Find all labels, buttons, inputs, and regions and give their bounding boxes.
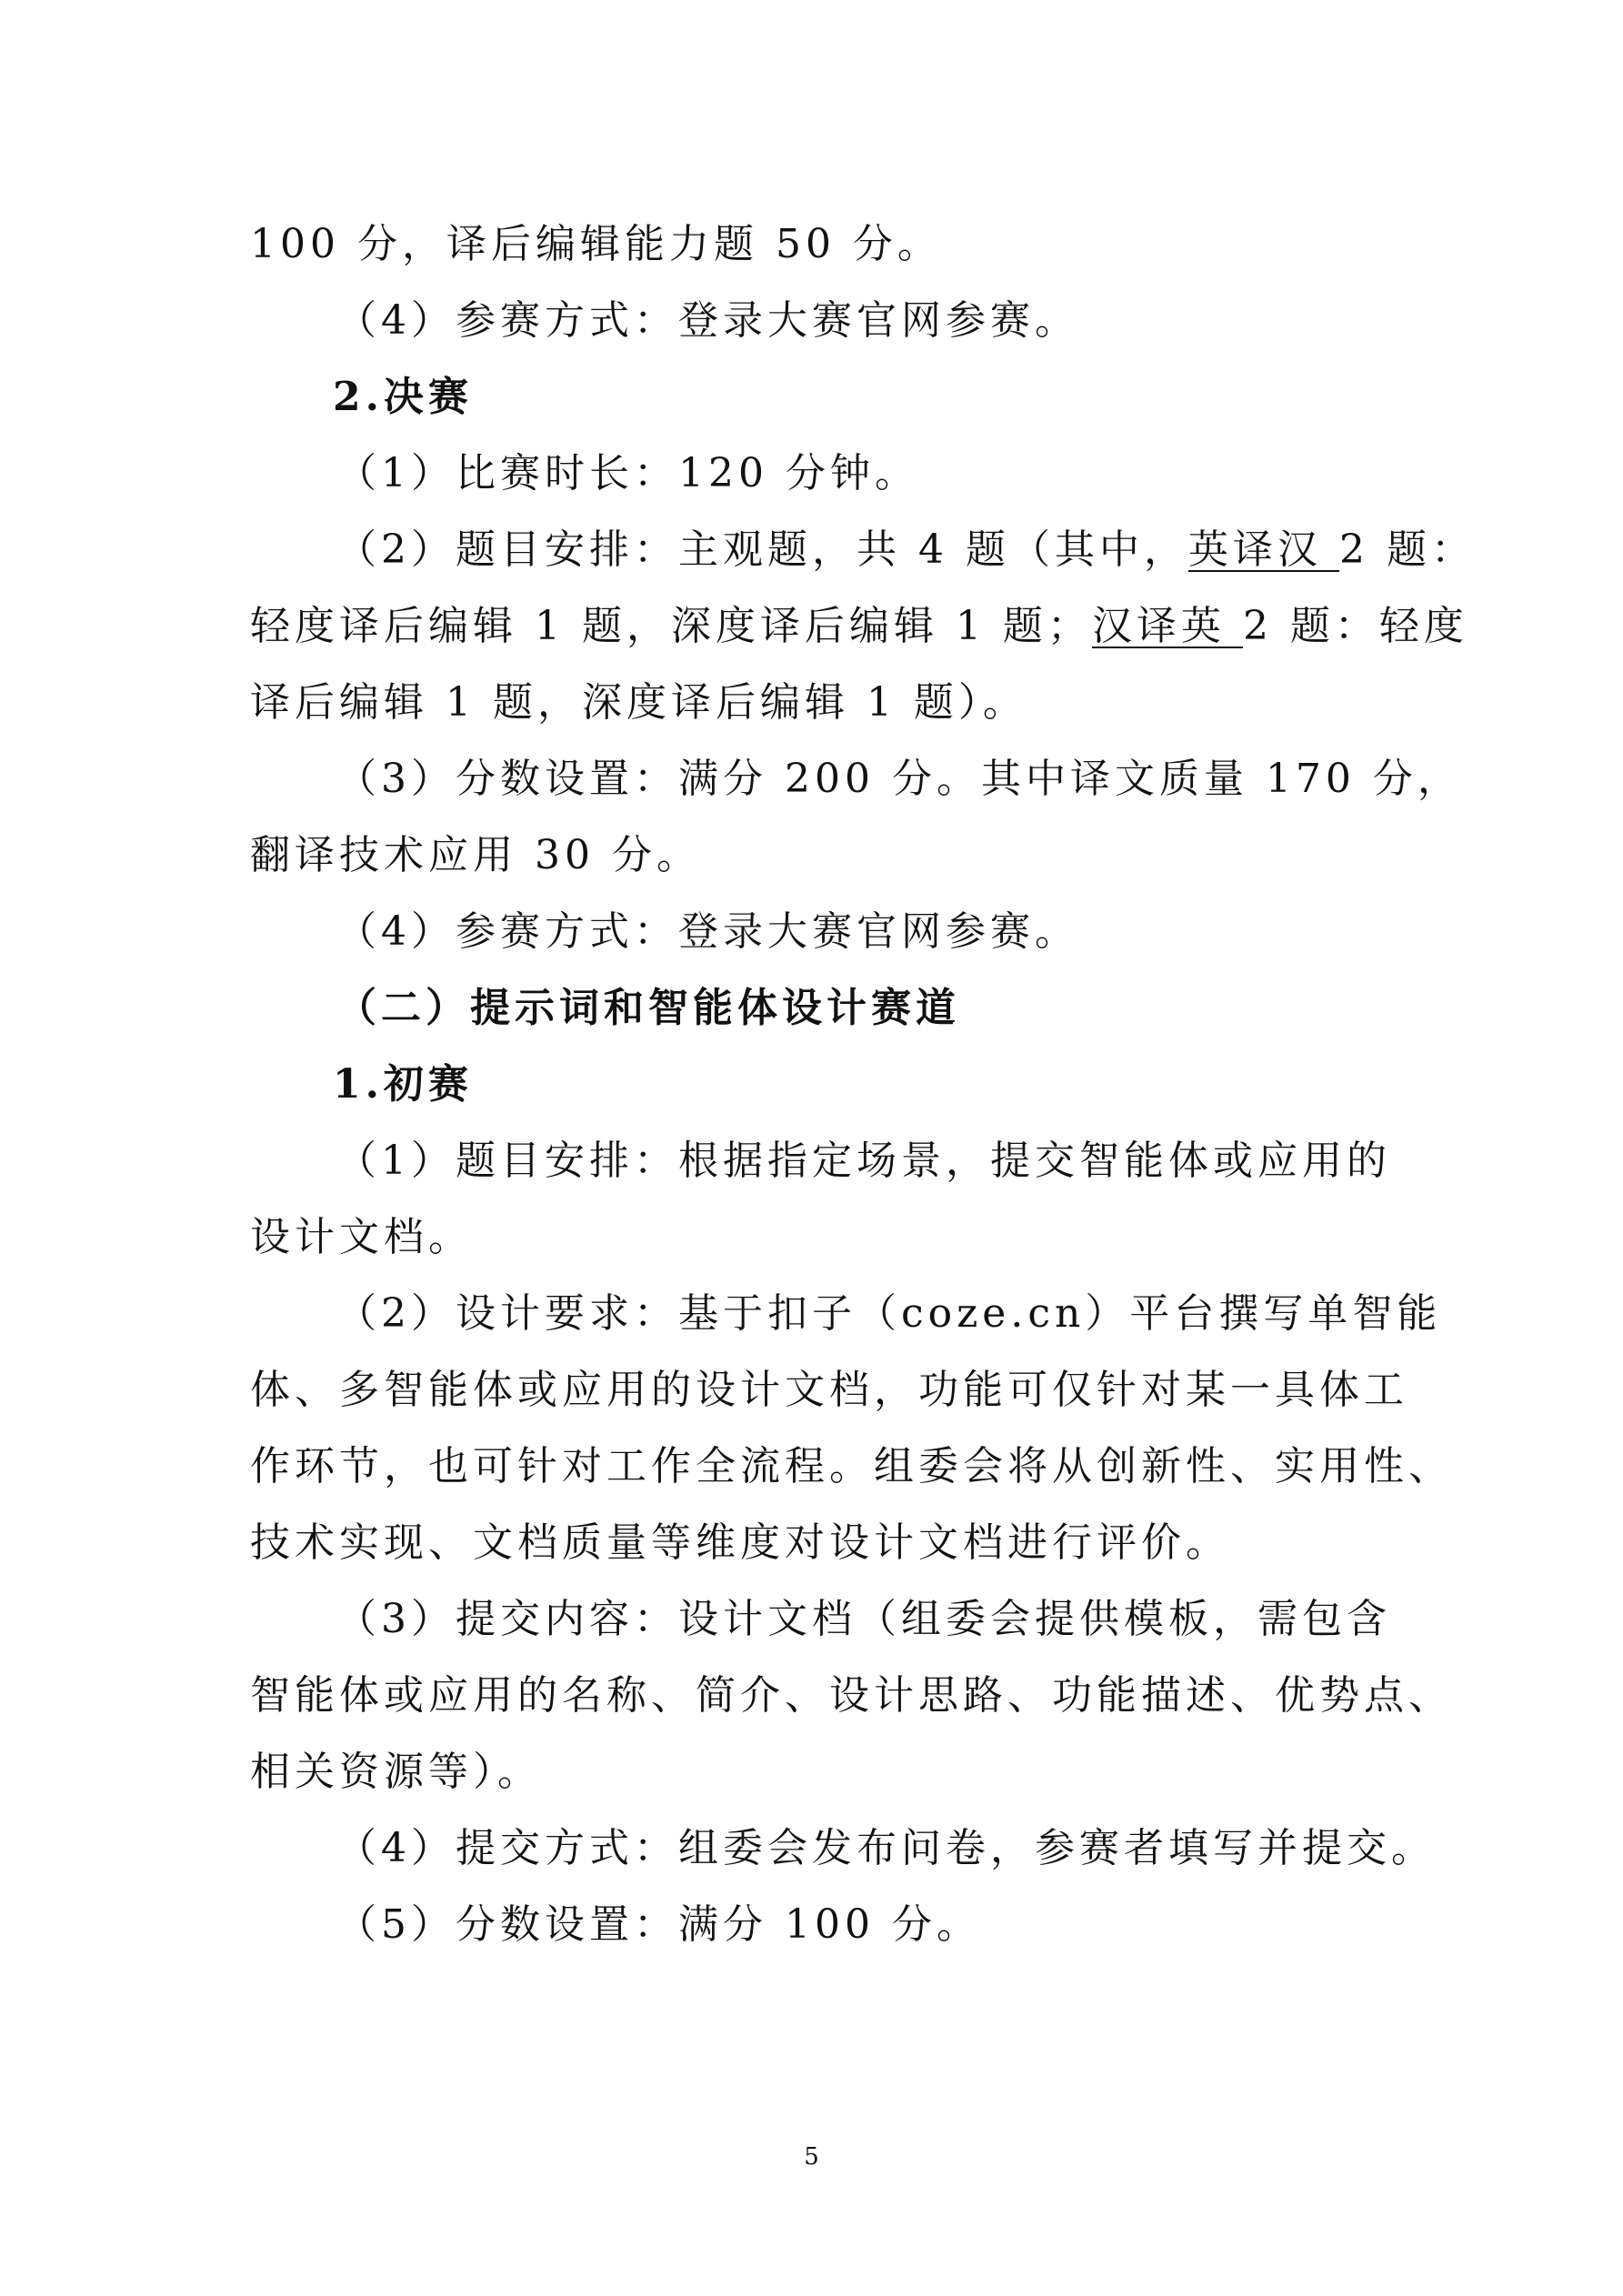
paragraph-line: （4）提交方式：组委会发布问卷，参赛者填写并提交。 bbox=[336, 1825, 1436, 1871]
paragraph-line: 相关资源等）。 bbox=[250, 1749, 542, 1795]
paragraph-line: 体、多智能体或应用的设计文档，功能可仅针对某一具体工 bbox=[250, 1367, 1408, 1413]
underlined-term: 汉译英 bbox=[1091, 603, 1243, 649]
paragraph-line: （3）分数设置：满分 200 分。其中译文质量 170 分， bbox=[336, 756, 1462, 802]
paragraph-line: 设计文档。 bbox=[250, 1214, 473, 1260]
paragraph-line: 译后编辑 1 题，深度译后编辑 1 题）。 bbox=[250, 679, 1027, 726]
paragraph-line: （5）分数设置：满分 100 分。 bbox=[336, 1901, 981, 1948]
paragraph-line: 智能体或应用的名称、简介、设计思路、功能描述、优势点、 bbox=[250, 1672, 1453, 1719]
paragraph-line: 作环节，也可针对工作全流程。组委会将从创新性、实用性、 bbox=[250, 1443, 1453, 1489]
section-heading: 2.决赛 bbox=[333, 374, 473, 420]
paragraph-line: （1）比赛时长：120 分钟。 bbox=[336, 450, 919, 496]
paragraph-line bbox=[0, 518, 1623, 582]
page-number: 5 bbox=[804, 2143, 819, 2171]
text-segment: 2 题： bbox=[1338, 526, 1476, 573]
paragraph-line: 技术实现、文档质量等维度对设计文档进行评价。 bbox=[250, 1519, 1230, 1566]
underlined-term: 英译汉 bbox=[1187, 526, 1339, 573]
paragraph-line: （3）提交内容：设计文档（组委会提供模板，需包含 bbox=[336, 1596, 1391, 1642]
paragraph-line: （1）题目安排：根据指定场景，提交智能体或应用的 bbox=[336, 1138, 1391, 1184]
text-segment: 轻度译后编辑 1 题，深度译后编辑 1 题； bbox=[250, 603, 1092, 649]
text-segment: （2）题目安排：主观题，共 4 题（其中， bbox=[336, 526, 1188, 573]
paragraph-line: （4）参赛方式：登录大赛官网参赛。 bbox=[336, 908, 1079, 955]
text-segment: 2 题：轻度 bbox=[1242, 603, 1468, 649]
section-heading: （二）提示词和智能体设计赛道 bbox=[336, 985, 960, 1031]
paragraph-line: （2）设计要求：基于扣子（coze.cn）平台撰写单智能 bbox=[336, 1290, 1442, 1337]
paragraph-line: 翻译技术应用 30 分。 bbox=[250, 832, 701, 878]
paragraph-line: （4）参赛方式：登录大赛官网参赛。 bbox=[336, 297, 1079, 344]
section-heading: 1.初赛 bbox=[333, 1061, 473, 1108]
paragraph-line bbox=[0, 595, 1623, 658]
paragraph-line: 100 分，译后编辑能力题 50 分。 bbox=[250, 221, 942, 267]
